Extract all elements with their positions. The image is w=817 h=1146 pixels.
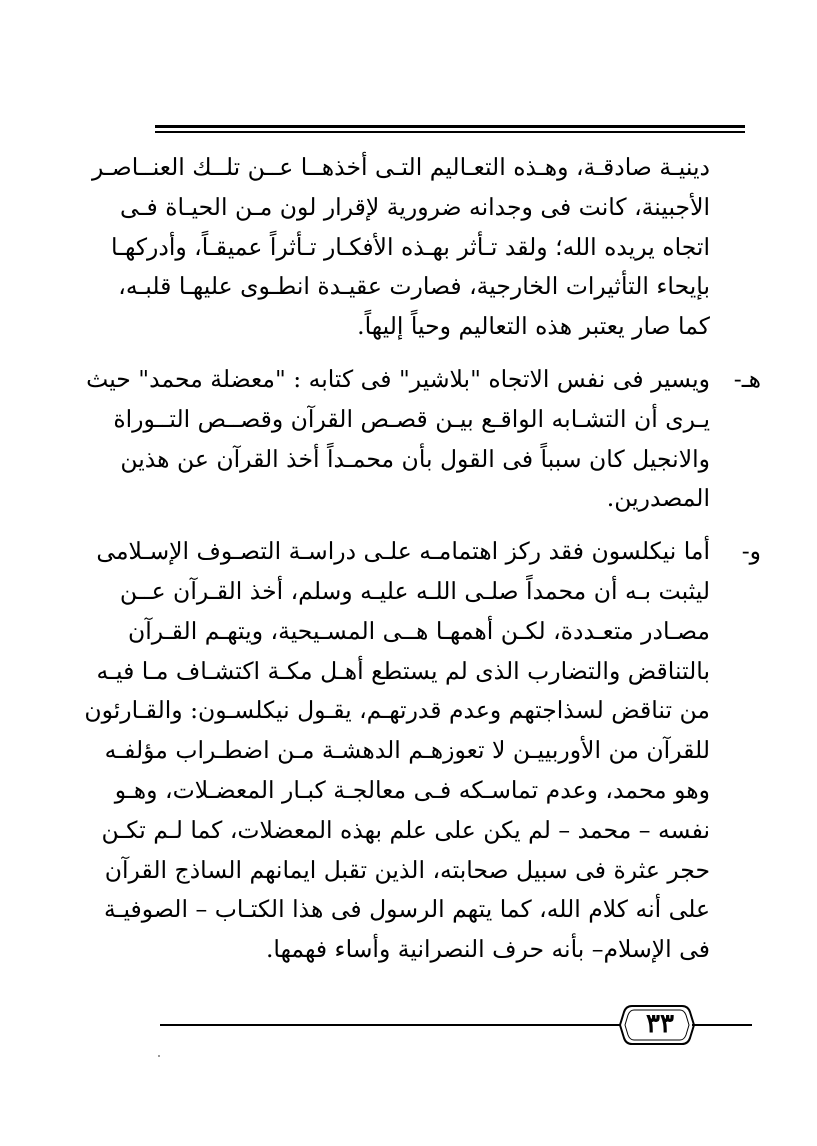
footer-rule-left bbox=[160, 1024, 620, 1026]
text-line: الأجبينة، كانت فى وجدانه ضرورية لإقرار لون مـن الحيـاة فـى bbox=[120, 192, 710, 221]
item-marker: هـ- bbox=[733, 364, 761, 393]
paragraph-gap bbox=[150, 519, 755, 532]
top-rule-thin bbox=[155, 131, 745, 133]
text-line: على أنه كلام الله، كما يتهم الرسول فى هذا الكتـاب – الصوفيـة bbox=[103, 895, 710, 924]
paragraph-continuation bbox=[91, 148, 755, 347]
text-line: حجر عثرة فى سبيل صحابته، الذين تقبل ايمانهم الساذج القرآن bbox=[104, 855, 710, 884]
text-line: والانجيل كان سبباً فى القول بأن محمـداً أخذ القرآن عن هذين bbox=[120, 444, 710, 473]
text-line: ويسير فى نفس الاتجاه "بلاشير" فى كتابه : "معضلة محمد" حيث bbox=[86, 364, 710, 393]
text-line: بالتناقض والتضارب الذى لم يستطع أهـل مكـة اكتشـاف مـا فيـه bbox=[96, 656, 710, 685]
scan-speck bbox=[158, 1055, 160, 1057]
text-line: بإيحاء التأثيرات الخارجية، فصارت عقيـدة انطـوى عليهـا قلبـه، bbox=[118, 272, 710, 301]
text-line: أما نيكلسون فقد ركز اهتمامـه علـى دراسـة التصـوف الإسـلامى bbox=[96, 537, 710, 566]
page-number: ٣٣ bbox=[646, 1009, 674, 1039]
text-line: كما صار يعتبر هذه التعاليم وحياً إليهاً. bbox=[357, 312, 710, 341]
text-line: يـرى أن التشـابه الواقـع بيـن قصـص القرآن وقصــص التــوراة bbox=[113, 404, 710, 433]
text-line: نفسه – محمد – لم يكن على علم بهذه المعضلات، كما لـم تكـن bbox=[101, 815, 710, 844]
text-line: مصـادر متعـددة، لكـن أهمهـا هــى المسـيحية، ويتهـم القـرآن bbox=[128, 616, 710, 645]
text-line: وهو محمد، وعدم تماسـكه فـى معالجـة كبـار المعضـلات، وهـو bbox=[114, 775, 710, 804]
text-line: المصدرين. bbox=[606, 484, 710, 513]
text-line: فى الإسلام– بأنه حرف النصرانية وأساء فهمها. bbox=[265, 935, 710, 964]
paragraph-item-h bbox=[86, 360, 761, 519]
footer-rule-right bbox=[692, 1024, 752, 1026]
text-line: من تناقض لسذاجتهم وعدم قدرتهـم، يقـول نيكلسـون: والقـارئون bbox=[84, 696, 710, 725]
paragraph-item-w bbox=[84, 532, 761, 970]
text-line: دينيـة صادقـة، وهـذه التعـاليم التـى أخذهــا عــن تلــك العنــاصـر bbox=[91, 153, 710, 181]
item-marker: و- bbox=[741, 537, 761, 566]
paragraph-gap bbox=[150, 347, 755, 360]
text-line: للقرآن من الأوربييـن لا تعوزهـم الدهشـة مـن اضطـراب مؤلفـه bbox=[104, 736, 710, 765]
page-footer bbox=[160, 1000, 750, 1050]
top-rule-thick bbox=[155, 125, 745, 128]
text-line: ليثبت بـه أن محمداً صلـى اللـه عليـه وسلم، أخذ القـرآن عــن bbox=[119, 576, 710, 605]
page-body bbox=[84, 148, 761, 970]
text-line: اتجاه يريده الله؛ ولقد تـأثر بهـذه الأفكـار تـأثراً عميقـاً، وأدركهـا bbox=[110, 232, 710, 261]
